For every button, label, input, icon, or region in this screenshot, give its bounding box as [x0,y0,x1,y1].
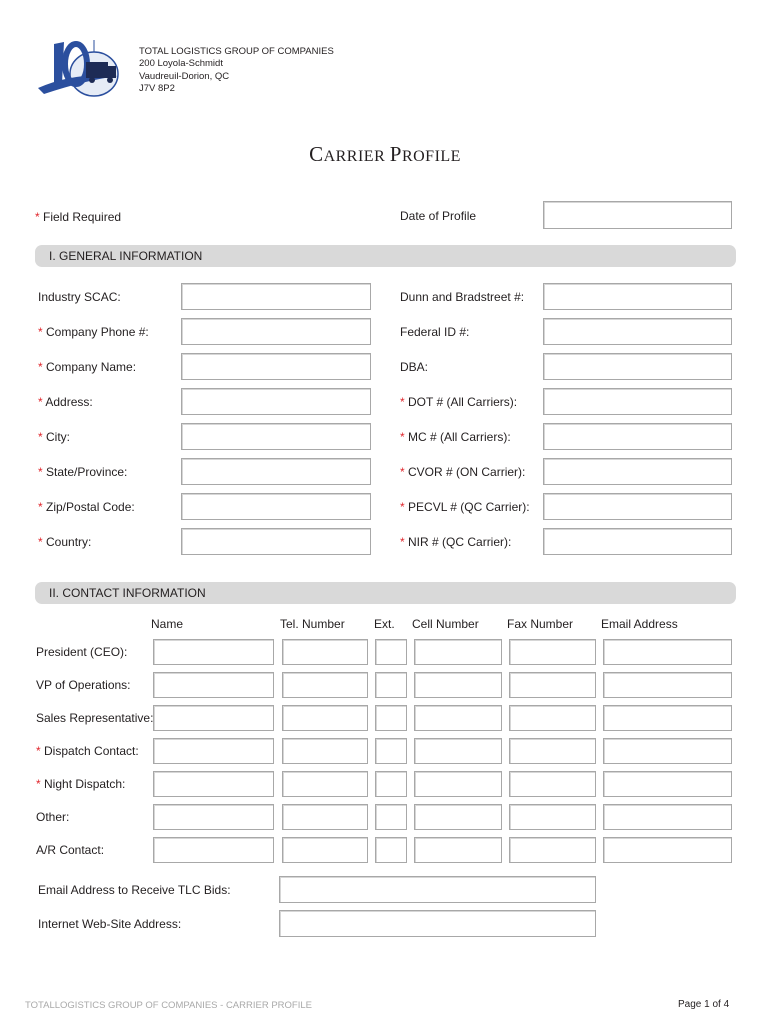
contact-label-a-r-contact: A/R Contact: [36,843,105,857]
label-address: * Address: [38,395,93,409]
label-nir-qc-carrier: * NIR # (QC Carrier): [400,535,512,549]
page-number: Page 1 of 4 [678,999,730,1010]
contact-a-r-contact-cell-number-field[interactable] [414,837,502,863]
label-company-name: * Company Name: [38,360,137,374]
contact-dispatch-contact-email-address-field[interactable] [603,738,732,764]
label-state-province: * State/Province: [38,465,128,479]
column-header-ext: Ext. [374,617,395,631]
address-postal: J7V 8P2 [139,82,175,94]
contact-sales-representative-name-field[interactable] [153,705,274,731]
label-internet-web-site-address: Internet Web-Site Address: [38,917,182,931]
contact-dispatch-contact-cell-number-field[interactable] [414,738,502,764]
date-of-profile-label: Date of Profile [400,209,477,223]
label-cvor-on-carrier: * CVOR # (ON Carrier): [400,465,526,479]
contact-a-r-contact-name-field[interactable] [153,837,274,863]
contact-vp-of-operations-cell-number-field[interactable] [414,672,502,698]
field-internet-web-site-address[interactable] [279,910,596,937]
contact-a-r-contact-ext-field[interactable] [375,837,407,863]
label-pecvl-qc-carrier: * PECVL # (QC Carrier): [400,500,530,514]
contact-dispatch-contact-name-field[interactable] [153,738,274,764]
contact-other-cell-number-field[interactable] [414,804,502,830]
field-federal-id[interactable] [543,318,732,345]
field-cvor-on-carrier[interactable] [543,458,732,485]
label-email-address-to-receive-tlc-bids: Email Address to Receive TLC Bids: [38,883,231,897]
label-mc-all-carriers: * MC # (All Carriers): [400,430,511,444]
company-name: TOTAL LOGISTICS GROUP OF COMPANIES [139,46,334,57]
field-company-name[interactable] [181,353,371,380]
contact-night-dispatch-cell-number-field[interactable] [414,771,502,797]
contact-other-ext-field[interactable] [375,804,407,830]
company-address [139,46,334,95]
footer-text: TOTALLOGISTICS GROUP OF COMPANIES - CARRIER PROFILE [25,1000,312,1011]
field-zip-postal-code[interactable] [181,493,371,520]
column-header-fax-number: Fax Number [507,617,574,631]
contact-sales-representative-ext-field[interactable] [375,705,407,731]
contact-night-dispatch-email-address-field[interactable] [603,771,732,797]
field-state-province[interactable] [181,458,371,485]
column-header-email-address: Email Address [601,617,678,631]
contact-other-email-address-field[interactable] [603,804,732,830]
contact-dispatch-contact-fax-number-field[interactable] [509,738,596,764]
field-dba[interactable] [543,353,732,380]
contact-night-dispatch-fax-number-field[interactable] [509,771,596,797]
field-mc-all-carriers[interactable] [543,423,732,450]
contact-night-dispatch-ext-field[interactable] [375,771,407,797]
contact-dispatch-contact-tel-number-field[interactable] [282,738,368,764]
contact-other-fax-number-field[interactable] [509,804,596,830]
label-federal-id: Federal ID #: [400,325,470,339]
contact-label-sales-representative: Sales Representative: [36,711,154,725]
date-of-profile-field[interactable] [543,201,732,229]
field-email-address-to-receive-tlc-bids[interactable] [279,876,596,903]
field-country[interactable] [181,528,371,555]
contact-president-ceo-email-address-field[interactable] [603,639,732,665]
label-industry-scac: Industry SCAC: [38,290,121,304]
contact-vp-of-operations-tel-number-field[interactable] [282,672,368,698]
contact-label-dispatch-contact: * Dispatch Contact: [36,744,139,758]
section-contact-information: II. CONTACT INFORMATION [35,582,736,604]
field-city[interactable] [181,423,371,450]
contact-sales-representative-cell-number-field[interactable] [414,705,502,731]
required-note: * Field Required [35,210,122,224]
contact-night-dispatch-tel-number-field[interactable] [282,771,368,797]
address-street: 200 Loyola-Schmidt [139,58,223,70]
column-header-cell-number: Cell Number [412,617,479,631]
field-company-phone[interactable] [181,318,371,345]
contact-president-ceo-fax-number-field[interactable] [509,639,596,665]
label-zip-postal-code: * Zip/Postal Code: [38,500,135,514]
contact-vp-of-operations-email-address-field[interactable] [603,672,732,698]
contact-a-r-contact-email-address-field[interactable] [603,837,732,863]
contact-other-name-field[interactable] [153,804,274,830]
label-dba: DBA: [400,360,429,374]
contact-president-ceo-ext-field[interactable] [375,639,407,665]
contact-label-night-dispatch: * Night Dispatch: [36,777,126,791]
contact-dispatch-contact-ext-field[interactable] [375,738,407,764]
field-dot-all-carriers[interactable] [543,388,732,415]
label-dot-all-carriers: * DOT # (All Carriers): [400,395,518,409]
field-pecvl-qc-carrier[interactable] [543,493,732,520]
field-dunn-and-bradstreet[interactable] [543,283,732,310]
contact-vp-of-operations-fax-number-field[interactable] [509,672,596,698]
field-address[interactable] [181,388,371,415]
contact-president-ceo-tel-number-field[interactable] [282,639,368,665]
contact-label-other: Other: [36,810,70,824]
contact-president-ceo-cell-number-field[interactable] [414,639,502,665]
contact-a-r-contact-tel-number-field[interactable] [282,837,368,863]
label-dunn-and-bradstreet: Dunn and Bradstreet #: [400,290,525,304]
field-nir-qc-carrier[interactable] [543,528,732,555]
contact-label-vp-of-operations: VP of Operations: [36,678,131,692]
contact-a-r-contact-fax-number-field[interactable] [509,837,596,863]
contact-sales-representative-email-address-field[interactable] [603,705,732,731]
column-header-name: Name [151,617,184,631]
company-logo [34,38,126,98]
address-city: Vaudreuil-Dorion, QC [139,70,230,82]
contact-vp-of-operations-ext-field[interactable] [375,672,407,698]
label-company-phone: * Company Phone #: [38,325,149,339]
contact-sales-representative-fax-number-field[interactable] [509,705,596,731]
field-industry-scac[interactable] [181,283,371,310]
contact-night-dispatch-name-field[interactable] [153,771,274,797]
page-title: CARRIER PROFILE [309,142,461,166]
section-general-information: I. GENERAL INFORMATION [35,245,736,267]
contact-vp-of-operations-name-field[interactable] [153,672,274,698]
contact-label-president-ceo: President (CEO): [36,645,128,659]
label-city: * City: [38,430,71,444]
contact-other-tel-number-field[interactable] [282,804,368,830]
column-header-tel-number: Tel. Number [280,617,345,631]
contact-president-ceo-name-field[interactable] [153,639,274,665]
label-country: * Country: [38,535,92,549]
contact-sales-representative-tel-number-field[interactable] [282,705,368,731]
